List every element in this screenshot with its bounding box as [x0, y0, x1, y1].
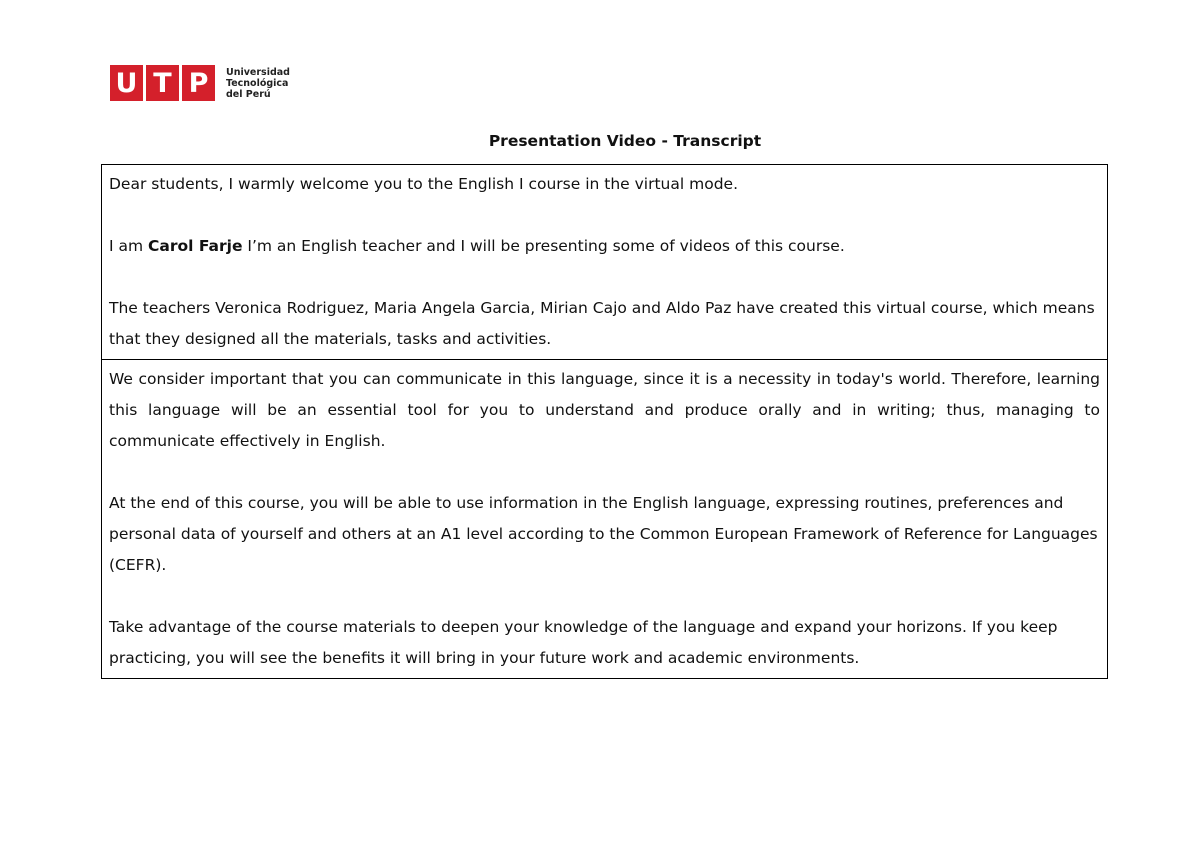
blank-line: [109, 457, 1100, 488]
advantage-paragraph: Take advantage of the course materials to deepen your knowledge of the language and expand your horizons. If you keep practicing, you will see the benefits it will bring in your future work and academic environments.: [109, 618, 1058, 667]
blank-line: [109, 262, 1100, 293]
logo-line-2: Tecnológica: [226, 77, 289, 89]
transcript-section-intro: [102, 165, 1107, 359]
intro-paragraph: [109, 231, 1100, 262]
welcome-paragraph: Dear students, I warmly welcome you to the English I course in the virtual mode.: [109, 175, 738, 193]
logo-line-3: del Perú: [226, 88, 271, 100]
transcript-table: [101, 164, 1108, 679]
outcome-paragraph: At the end of this course, you will be able to use information in the English language, expressing routines, preferences and personal data of yourself and others at an A1 level according to the Common European Framework of Reference for Languages (CEFR).: [109, 494, 1098, 574]
utp-logo: [110, 64, 290, 102]
logo-letter-u: U: [110, 65, 143, 101]
teachers-paragraph: The teachers Veronica Rodriguez, Maria Angela Garcia, Mirian Cajo and Aldo Paz have created this virtual course, which means that they designed all the materials, tasks and activities.: [109, 299, 1095, 348]
logo-letter-t: T: [146, 65, 179, 101]
logo-letter-p: P: [182, 65, 215, 101]
blank-line: [109, 581, 1100, 612]
blank-line: [109, 200, 1100, 231]
logo-wordmark: [226, 67, 290, 100]
intro-suffix: I’m an English teacher and I will be presenting some of videos of this course.: [242, 237, 845, 255]
transcript-section-goals: [102, 359, 1107, 678]
importance-paragraph: We consider important that you can communicate in this language, since it is a necessity in today's world. Therefore, learning this language will be an essential tool for you to understand and produce orally and in writing; thus, managing to communicate effectively in English.: [109, 370, 1100, 450]
intro-prefix: I am: [109, 237, 149, 255]
document-title: Presentation Video - Transcript: [488, 132, 762, 150]
teacher-name: Carol Farje: [148, 237, 243, 255]
logo-line-1: Universidad: [226, 66, 290, 78]
